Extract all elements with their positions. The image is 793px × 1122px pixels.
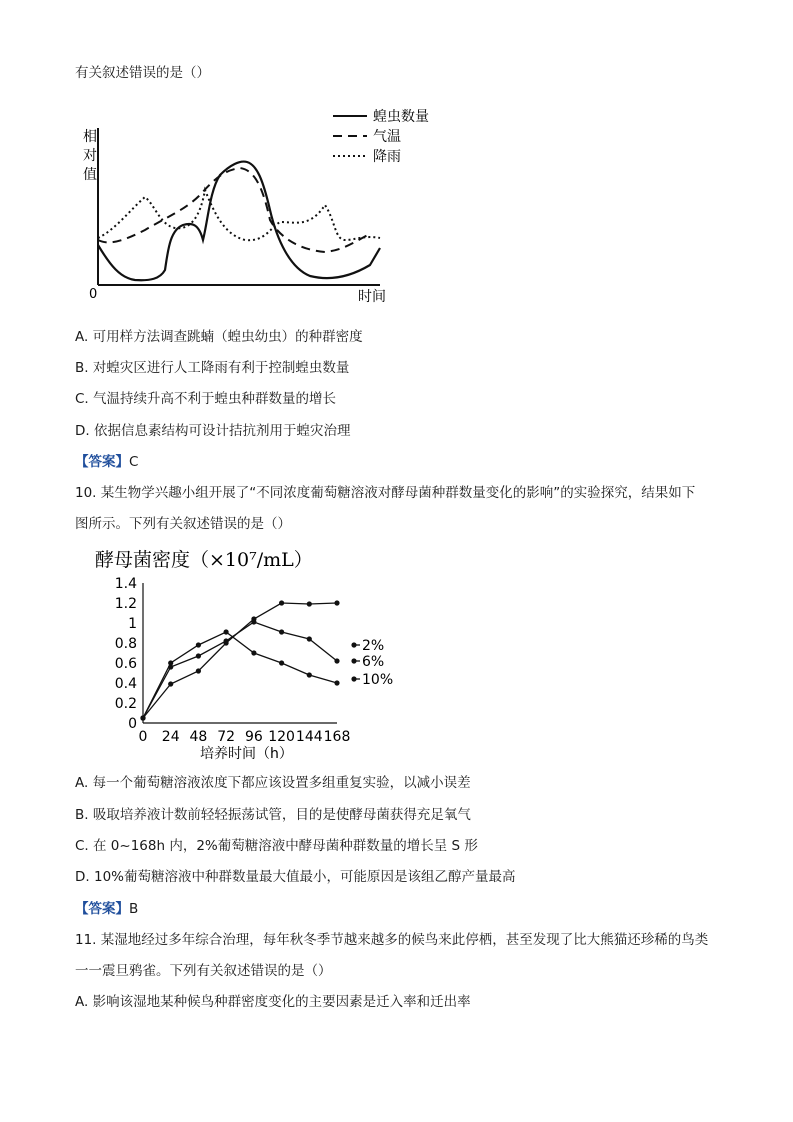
x-tick-label: 0 [138, 729, 148, 745]
legend-label-temp: 气温 [373, 129, 401, 145]
q9-option-a: A. 可用样方法调查跳蝻（蝗虫幼虫）的种群密度 [75, 329, 363, 345]
q10-stem-line2: 图所示。下列有关叙述错误的是（） [75, 516, 291, 532]
answer-value: C [129, 454, 139, 470]
q10-option-c: C. 在 0~168h 内，2%葡萄糖溶液中酵母菌种群数量的增长呈 S 形 [75, 838, 478, 854]
data-point [196, 668, 201, 673]
q9-option-c: C. 气温持续升高不利于蝗虫种群数量的增长 [75, 391, 337, 407]
data-point [307, 672, 312, 677]
q10-stem-line1: 10. 某生物学兴趣小组开展了“不同浓度葡萄糖溶液对酵母菌种群数量变化的影响”的实验探究，结果如下 [75, 485, 696, 501]
q10-option-d: D. 10%葡萄糖溶液中种群数量最大值最小，可能原因是该组乙醇产量最高 [75, 869, 516, 885]
legend-label: 6% [362, 654, 385, 670]
data-point [196, 642, 201, 647]
y-tick-label: 1.4 [114, 576, 137, 592]
data-point [251, 619, 256, 624]
data-point [334, 680, 339, 685]
q9-option-b: B. 对蝗灾区进行人工降雨有利于控制蝗虫数量 [75, 360, 350, 376]
x-tick-label: 120 [268, 729, 295, 745]
data-point [168, 660, 173, 665]
q9-option-d: D. 依据信息素结构可设计拮抗剂用于蝗灾治理 [75, 423, 351, 439]
x-tick-label: 168 [323, 729, 351, 745]
y-label-char: 相 [83, 129, 97, 145]
series-line-2 [143, 622, 337, 718]
data-point [279, 600, 284, 605]
data-point [307, 636, 312, 641]
y-label-char: 值 [83, 167, 97, 183]
q10-answer [75, 899, 138, 919]
data-point [279, 660, 284, 665]
y-tick-label: 1 [128, 616, 137, 632]
y-tick-label: 0 [128, 716, 137, 732]
data-point [196, 653, 201, 658]
q10-option-b: B. 吸取培养液计数前轻轻振荡试管，目的是使酵母菌获得充足氧气 [75, 807, 471, 823]
data-point [168, 681, 173, 686]
data-point [140, 715, 145, 720]
curve-locust [98, 162, 380, 281]
legend-label: 10% [362, 672, 394, 688]
data-point [224, 638, 229, 643]
x-tick-label: 72 [217, 729, 236, 745]
x-tick-label: 144 [295, 729, 323, 745]
x-tick-label: 48 [189, 729, 208, 745]
legend-label-locust: 蝗虫数量 [373, 109, 429, 125]
q9-stem: 有关叙述错误的是（） [75, 65, 210, 81]
data-point [224, 629, 229, 634]
data-point [251, 650, 256, 655]
curve-rainfall [98, 190, 380, 240]
q9-answer [75, 452, 138, 472]
origin-label: 0 [89, 287, 98, 302]
q11-stem-line1: 11. 某湿地经过多年综合治理，每年秋冬季节越来越多的候鸟来此停栖，甚至发现了比大熊猫还珍稀的鸟类 [75, 932, 709, 948]
q11-option-a: A. 影响该湿地某种候鸟种群密度变化的主要因素是迁入率和迁出率 [75, 994, 471, 1010]
y-tick-label: 0.8 [114, 636, 137, 652]
curve-temperature [98, 168, 370, 252]
y-tick-label: 0.2 [114, 696, 137, 712]
answer-tag: 【答案】 [75, 454, 129, 470]
answer-tag: 【答案】 [75, 901, 129, 917]
locust-chart [75, 100, 455, 310]
q10-option-a: A. 每一个葡萄糖溶液浓度下都应该设置多组重复实验，以减小误差 [75, 775, 471, 791]
data-point [334, 658, 339, 663]
chart-title: 酵母菌密度（×10⁷/mL） [95, 549, 313, 571]
x-axis-label: 时间 [358, 289, 386, 305]
yeast-density-chart [75, 540, 415, 765]
legend-label: 2% [362, 638, 385, 654]
series-line-1 [143, 603, 337, 718]
q11-stem-line2: 一一震旦鸦雀。下列有关叙述错误的是（） [75, 963, 332, 979]
y-tick-label: 1.2 [114, 596, 137, 612]
y-tick-label: 0.6 [114, 656, 137, 672]
answer-value: B [129, 901, 139, 917]
x-axis-title: 培养时间（h） [200, 746, 293, 762]
data-point [307, 601, 312, 606]
y-label-char: 对 [83, 148, 97, 164]
legend-label-rain: 降雨 [373, 149, 401, 165]
y-tick-label: 0.4 [114, 676, 137, 692]
data-point [334, 600, 339, 605]
x-tick-label: 24 [161, 729, 180, 745]
data-point [279, 629, 284, 634]
x-tick-label: 96 [244, 729, 263, 745]
